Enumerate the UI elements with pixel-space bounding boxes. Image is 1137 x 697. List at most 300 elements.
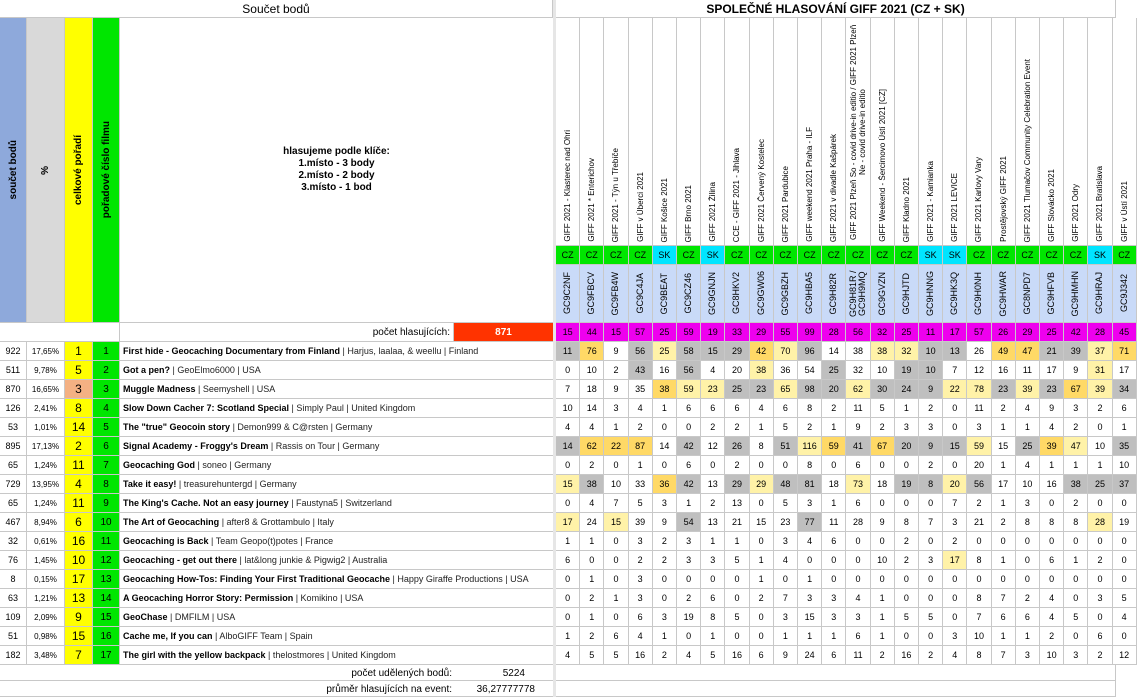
score-cell: 0 (604, 456, 628, 475)
score-cell: 17 (992, 475, 1016, 494)
score-cell: 15 (604, 513, 628, 532)
score-cell: 2 (895, 551, 919, 570)
event-voters: 57 (629, 323, 653, 342)
score-cell: 1 (871, 589, 895, 608)
voting-title: SPOLEČNÉ HLASOVÁNÍ GIFF 2021 (CZ + SK) (556, 0, 1116, 18)
film-title: First hide - Geocaching Documentary from Finland (123, 346, 341, 356)
score-cell: 4 (701, 361, 725, 380)
event-name: GIFF 2021 LEVICE (950, 173, 960, 242)
score-cell: 81 (798, 475, 822, 494)
score-cell: 9 (1040, 399, 1064, 418)
score-cell: 116 (798, 437, 822, 456)
event-code-cell (822, 265, 846, 323)
score-cell: 0 (871, 532, 895, 551)
score-cell: 26 (725, 437, 749, 456)
score-cell: 25 (653, 342, 677, 361)
film-number: 9 (93, 494, 120, 513)
score-cell: 39 (1064, 342, 1088, 361)
score-cell: 0 (556, 456, 580, 475)
film-title: A Geocaching Horror Story: Permission (123, 593, 294, 603)
score-cell: 8 (967, 646, 991, 665)
score-cell: 1 (1064, 551, 1088, 570)
country-badge: SK (701, 246, 725, 265)
event-name-cell (556, 18, 580, 246)
film-rank: 6 (65, 513, 93, 532)
score-cell: 71 (1113, 342, 1137, 361)
score-cell: 38 (580, 475, 604, 494)
score-cell: 0 (1040, 570, 1064, 589)
event-code-cell (1016, 265, 1040, 323)
score-cell: 2 (1064, 418, 1088, 437)
score-cell: 0 (919, 494, 943, 513)
score-cell: 0 (1113, 627, 1137, 646)
film-sum: 65 (0, 456, 27, 475)
score-cell: 1 (895, 399, 919, 418)
score-cell: 5 (1113, 589, 1137, 608)
event-code: GC9HK3Q (949, 271, 960, 315)
event-code-cell (919, 265, 943, 323)
score-cell: 1 (1016, 627, 1040, 646)
score-cell: 3 (943, 513, 967, 532)
score-cell: 1 (1088, 456, 1112, 475)
score-cell: 2 (895, 532, 919, 551)
event-voters: 26 (992, 323, 1016, 342)
film-number: 4 (93, 399, 120, 418)
score-cell: 39 (1088, 380, 1112, 399)
score-cell: 10 (871, 551, 895, 570)
score-cell: 0 (871, 456, 895, 475)
table-row (120, 361, 554, 380)
event-name: GIFF 2021 Karlovy Vary (974, 156, 984, 242)
score-cell: 16 (992, 361, 1016, 380)
score-cell: 8 (798, 399, 822, 418)
score-cell: 0 (1113, 494, 1137, 513)
event-name-cell (774, 18, 798, 246)
score-cell: 36 (653, 475, 677, 494)
score-cell: 1 (822, 418, 846, 437)
score-cell: 0 (604, 532, 628, 551)
event-name: GIFF 2021 Žilina (708, 182, 718, 242)
score-cell: 24 (895, 380, 919, 399)
table-row (120, 399, 554, 418)
country-badge: CZ (677, 246, 701, 265)
score-cell: 0 (943, 608, 967, 627)
film-title: The King's Cache. Not an easy journey (123, 498, 289, 508)
score-cell: 21 (1040, 342, 1064, 361)
score-cell: 0 (1088, 570, 1112, 589)
score-cell: 35 (629, 380, 653, 399)
score-cell: 9 (846, 418, 870, 437)
score-cell: 0 (967, 570, 991, 589)
film-title: Geocaching - get out there (123, 555, 238, 565)
score-cell: 77 (798, 513, 822, 532)
score-cell: 7 (992, 646, 1016, 665)
film-percent: 3,48% (27, 646, 65, 665)
score-cell: 0 (822, 551, 846, 570)
score-cell: 20 (725, 361, 749, 380)
score-cell: 1 (750, 418, 774, 437)
score-cell: 0 (967, 532, 991, 551)
event-name: GIFF 2021 - Kamianka (926, 161, 936, 242)
score-cell: 16 (895, 646, 919, 665)
voters-label: počet hlasujících: (372, 326, 450, 338)
score-cell: 29 (725, 342, 749, 361)
score-cell: 1 (556, 627, 580, 646)
film-authors: | Demon999 & C@rsten | Germany (230, 422, 373, 432)
film-percent: 1,24% (27, 494, 65, 513)
country-badge: SK (653, 246, 677, 265)
score-cell: 0 (919, 570, 943, 589)
score-cell: 0 (895, 570, 919, 589)
event-code-cell (604, 265, 628, 323)
score-cell: 1 (604, 418, 628, 437)
score-cell: 4 (580, 494, 604, 513)
score-cell: 56 (967, 475, 991, 494)
score-cell: 65 (774, 380, 798, 399)
table-row (120, 627, 554, 646)
film-rank: 10 (65, 551, 93, 570)
film-authors: | AlboGIFF Team | Spain (212, 631, 313, 641)
table-row (120, 475, 554, 494)
film-sum: 870 (0, 380, 27, 399)
event-name: GIFF Weekend - Šercimovo Ústí 2021 [CZ] (877, 89, 887, 242)
event-name-cell (629, 18, 653, 246)
film-authors: | Simply Paul | United Kingdom (289, 403, 416, 413)
score-cell: 0 (919, 532, 943, 551)
score-cell: 2 (701, 494, 725, 513)
film-percent: 16,65% (27, 380, 65, 399)
score-cell: 2 (1064, 494, 1088, 513)
event-code: GC9HRAJ (1094, 272, 1105, 315)
score-cell: 13 (701, 475, 725, 494)
film-authors: | Seemyshell | USA (195, 384, 276, 394)
score-cell: 10 (580, 361, 604, 380)
film-title: Geocaching How-Tos: Finding Your First Traditional Geocache (123, 574, 391, 584)
score-cell: 1 (992, 627, 1016, 646)
table-row (120, 437, 554, 456)
score-cell: 22 (943, 380, 967, 399)
score-cell: 0 (556, 361, 580, 380)
score-cell: 8 (750, 437, 774, 456)
voting-key (120, 18, 554, 323)
country-badge: CZ (725, 246, 749, 265)
film-title: Slow Down Cacher 7: Scotland Special (123, 403, 290, 413)
event-name: GIFF v Úberci 2021 (635, 172, 645, 242)
film-title: The girl with the yellow backpack (123, 650, 266, 660)
score-cell: 0 (750, 456, 774, 475)
score-cell: 15 (750, 513, 774, 532)
score-cell: 5 (725, 608, 749, 627)
score-cell: 6 (556, 551, 580, 570)
film-title: Geocaching God (123, 460, 196, 470)
event-name-cell (677, 18, 701, 246)
score-cell: 8 (1064, 513, 1088, 532)
score-cell: 6 (1088, 627, 1112, 646)
score-cell: 67 (871, 437, 895, 456)
score-cell: 2 (580, 456, 604, 475)
event-code-cell (992, 265, 1016, 323)
score-cell: 4 (556, 646, 580, 665)
score-cell: 1 (822, 494, 846, 513)
film-rank: 2 (65, 437, 93, 456)
film-percent: 1,01% (27, 418, 65, 437)
film-authors: | GeoElmo6000 | USA (170, 365, 261, 375)
score-cell: 0 (1113, 532, 1137, 551)
score-cell: 4 (1040, 418, 1064, 437)
film-sum: 729 (0, 475, 27, 494)
event-name-cell (701, 18, 725, 246)
event-name-cell (1088, 18, 1112, 246)
film-sum: 511 (0, 361, 27, 380)
score-cell: 1 (677, 494, 701, 513)
event-name: GIFF 2021 * Enterichov (587, 158, 597, 242)
film-rank: 11 (65, 456, 93, 475)
film-authors: | soneo | Germany (195, 460, 272, 470)
event-voters: 15 (604, 323, 628, 342)
score-cell: 6 (677, 456, 701, 475)
film-percent: 1,45% (27, 551, 65, 570)
score-cell: 1 (604, 589, 628, 608)
score-cell: 21 (725, 513, 749, 532)
film-sum: 126 (0, 399, 27, 418)
event-code: GC9C2NF (562, 272, 573, 315)
score-cell: 67 (1064, 380, 1088, 399)
score-cell: 32 (846, 361, 870, 380)
film-percent: 0,98% (27, 627, 65, 646)
score-cell: 0 (556, 589, 580, 608)
score-cell: 43 (629, 361, 653, 380)
event-name: GIFF Košice 2021 (659, 177, 669, 242)
table-row (120, 418, 554, 437)
score-cell: 1 (580, 608, 604, 627)
event-name-cell (1016, 18, 1040, 246)
film-rank: 16 (65, 532, 93, 551)
score-cell: 17 (1113, 361, 1137, 380)
film-authors: | treasurehuntergd | Germany (176, 479, 297, 489)
score-cell: 54 (798, 361, 822, 380)
score-cell: 0 (943, 418, 967, 437)
score-cell: 1 (871, 627, 895, 646)
event-name-cell (895, 18, 919, 246)
score-cell: 0 (1088, 532, 1112, 551)
score-cell: 1 (1016, 418, 1040, 437)
footer-avg-label: průměr hlasujících na event: (326, 684, 452, 695)
score-cell: 1 (556, 532, 580, 551)
score-cell: 42 (677, 475, 701, 494)
score-cell: 35 (1113, 437, 1137, 456)
score-cell: 1 (653, 627, 677, 646)
country-badge: CZ (556, 246, 580, 265)
score-cell: 3 (919, 418, 943, 437)
score-cell: 19 (677, 608, 701, 627)
score-cell: 62 (580, 437, 604, 456)
event-voters: 33 (725, 323, 749, 342)
event-code: GC9HWAR (997, 270, 1008, 317)
score-cell: 2 (1016, 589, 1040, 608)
score-cell: 76 (580, 342, 604, 361)
score-cell: 1 (701, 532, 725, 551)
event-name: GIFF 2021 - Klasterec nad Ohri (563, 130, 573, 242)
score-cell: 4 (943, 646, 967, 665)
score-cell: 14 (580, 399, 604, 418)
score-cell: 6 (629, 608, 653, 627)
score-cell: 4 (1040, 589, 1064, 608)
score-cell: 3 (653, 494, 677, 513)
event-name-cell (846, 18, 870, 246)
film-sum: 76 (0, 551, 27, 570)
voting-key-line-3: 3.místo - 1 bod (301, 182, 372, 193)
film-sum: 182 (0, 646, 27, 665)
country-badge: SK (919, 246, 943, 265)
score-cell: 5 (871, 399, 895, 418)
event-name-cell (1113, 18, 1137, 246)
country-badge: CZ (629, 246, 653, 265)
score-cell: 5 (580, 646, 604, 665)
score-cell: 0 (1064, 570, 1088, 589)
score-cell: 7 (919, 513, 943, 532)
score-cell: 12 (967, 361, 991, 380)
score-cell: 0 (604, 570, 628, 589)
score-cell: 3 (1016, 646, 1040, 665)
score-cell: 2 (943, 532, 967, 551)
score-cell: 5 (895, 608, 919, 627)
score-cell: 4 (1040, 608, 1064, 627)
film-rank: 11 (65, 494, 93, 513)
score-cell: 4 (798, 532, 822, 551)
film-number: 11 (93, 532, 120, 551)
event-voters: 57 (967, 323, 991, 342)
score-cell: 2 (871, 646, 895, 665)
film-percent: 2,09% (27, 608, 65, 627)
event-name: GIFF Kladno 2021 (901, 176, 911, 242)
score-cell: 0 (1016, 570, 1040, 589)
score-cell: 15 (556, 475, 580, 494)
score-cell: 0 (604, 551, 628, 570)
score-cell: 0 (871, 570, 895, 589)
score-cell: 49 (992, 342, 1016, 361)
score-cell: 0 (871, 494, 895, 513)
score-cell: 0 (774, 456, 798, 475)
score-cell: 11 (822, 513, 846, 532)
score-cell: 2 (629, 551, 653, 570)
score-cell: 38 (1064, 475, 1088, 494)
table-row (120, 608, 554, 627)
table-row (120, 513, 554, 532)
score-cell: 98 (798, 380, 822, 399)
score-cell: 4 (1016, 399, 1040, 418)
score-cell: 0 (556, 494, 580, 513)
event-code-cell (871, 265, 895, 323)
score-cell: 21 (967, 513, 991, 532)
event-name-cell (798, 18, 822, 246)
score-cell: 10 (1113, 456, 1137, 475)
score-cell: 0 (895, 589, 919, 608)
event-name: GIFF v Ústí 2021 (1119, 181, 1129, 242)
film-title: Muggle Madness (123, 384, 196, 394)
score-cell: 15 (701, 342, 725, 361)
score-cell: 9 (919, 437, 943, 456)
event-code: GC9HFVB (1046, 272, 1057, 315)
footer-points-value: 5224 (502, 668, 525, 679)
score-cell: 10 (967, 627, 991, 646)
score-cell: 0 (653, 418, 677, 437)
event-name-cell (1040, 18, 1064, 246)
film-number: 5 (93, 418, 120, 437)
event-name-cell (919, 18, 943, 246)
score-cell: 18 (871, 475, 895, 494)
score-cell: 16 (629, 646, 653, 665)
score-cell: 0 (604, 608, 628, 627)
score-cell: 18 (580, 380, 604, 399)
score-cell: 6 (1113, 399, 1137, 418)
score-cell: 4 (774, 551, 798, 570)
film-percent: 13,95% (27, 475, 65, 494)
film-number: 15 (93, 608, 120, 627)
country-badge: CZ (967, 246, 991, 265)
event-name-cell (822, 18, 846, 246)
event-name: GIFF 2021 Bratislava (1095, 166, 1105, 242)
score-cell: 0 (580, 551, 604, 570)
film-title: Geocaching is Back (123, 536, 209, 546)
event-voters: 25 (895, 323, 919, 342)
score-cell: 38 (846, 342, 870, 361)
table-row (120, 551, 554, 570)
footer-avg-row (0, 681, 1116, 697)
score-cell: 3 (1088, 589, 1112, 608)
score-cell: 0 (943, 589, 967, 608)
score-cell: 3 (822, 608, 846, 627)
footer-points-row (0, 665, 1116, 681)
score-cell: 2 (992, 399, 1016, 418)
event-code: GC9H82R (828, 272, 839, 315)
event-code: GC9GBZH (779, 271, 790, 316)
score-cell: 0 (701, 570, 725, 589)
event-code-cell (653, 265, 677, 323)
score-cell: 47 (1016, 342, 1040, 361)
film-sum: 467 (0, 513, 27, 532)
score-cell: 6 (846, 456, 870, 475)
score-cell: 62 (846, 380, 870, 399)
score-cell: 0 (653, 570, 677, 589)
score-cell: 6 (846, 627, 870, 646)
score-cell: 1 (871, 608, 895, 627)
film-authors: | DMFILM | USA (167, 612, 236, 622)
event-name-cell (580, 18, 604, 246)
score-cell: 9 (604, 342, 628, 361)
score-cell: 6 (677, 399, 701, 418)
score-cell: 6 (1016, 608, 1040, 627)
score-cell: 6 (604, 627, 628, 646)
score-cell: 4 (556, 418, 580, 437)
film-number: 12 (93, 551, 120, 570)
event-name: GIFF 2021 Tlumačov Community Celebration Event (1022, 58, 1032, 242)
film-sum: 51 (0, 627, 27, 646)
score-cell: 10 (871, 361, 895, 380)
score-cell: 17 (556, 513, 580, 532)
score-cell: 48 (774, 475, 798, 494)
film-number: 2 (93, 361, 120, 380)
score-cell: 8 (967, 551, 991, 570)
event-voters: 17 (943, 323, 967, 342)
score-cell: 9 (919, 380, 943, 399)
score-cell: 7 (556, 380, 580, 399)
score-cell: 8 (919, 475, 943, 494)
score-cell: 12 (701, 437, 725, 456)
score-cell: 8 (1040, 513, 1064, 532)
score-cell: 23 (1040, 380, 1064, 399)
score-cell: 56 (629, 342, 653, 361)
score-cell: 29 (750, 475, 774, 494)
